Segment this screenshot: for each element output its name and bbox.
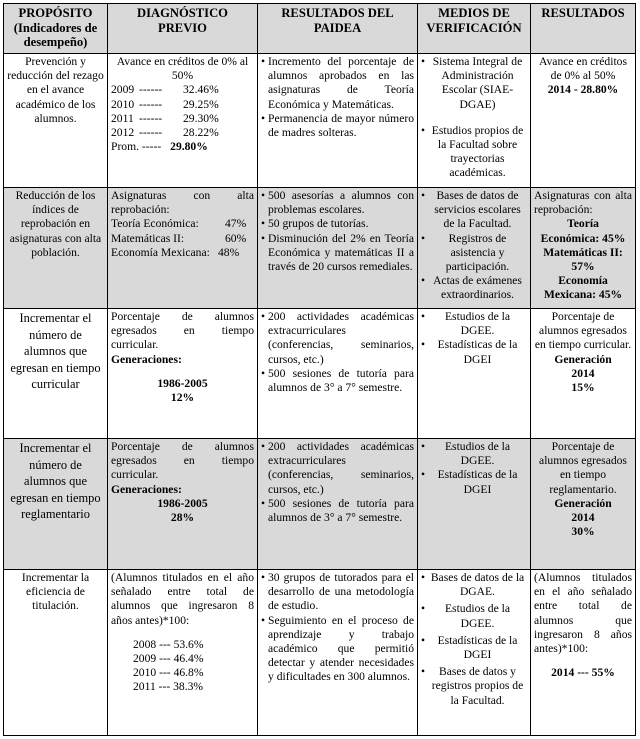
header-resultados: RESULTADOS — [531, 4, 636, 54]
list-item: • Estadísticas de la DGEI — [421, 468, 527, 496]
diagnostico-cell — [108, 439, 258, 570]
list-item: • 200 actividades académicas extracurriculares (conferencias, seminarios, cursos, etc.) — [261, 440, 414, 497]
medios-cell — [418, 570, 531, 736]
list-item: • Estudios propios de la Facultad sobre trayectorias académicas. — [421, 124, 527, 181]
table-row — [4, 54, 636, 188]
diag-pct: 28% — [170, 511, 195, 525]
header-medios: MEDIOS DE VERIFICACIÓN — [418, 4, 531, 54]
resultados-cell — [531, 570, 636, 736]
list-item: • 500 sesiones de tutoría para alumnos de 3° a 7° semestre. — [261, 367, 414, 395]
diagnostico-cell — [108, 54, 258, 188]
list-item: • Estudios de la DGEE. — [421, 310, 527, 338]
diag-line: 2010 --- 46.8% — [133, 666, 204, 680]
list-item: • Incremento del porcentaje de alumnos aprobados en las asignaturas de Teoría Económica y Matemáticas. — [261, 55, 414, 112]
resultados-value: 2014 — [571, 366, 595, 380]
resultados-cell — [531, 188, 636, 309]
list-item: • Disminución del 2% en Teoría Económica y matemáticas II a través de 20 cursos remediales. — [261, 232, 414, 275]
header-diagnostico: DIAGNÓSTICO PREVIO — [108, 4, 258, 54]
medios-cell — [418, 439, 531, 570]
header-proposito: PROPÓSITO (Indicadores de desempeño) — [4, 4, 108, 54]
diag-range: 1986-2005 — [157, 376, 208, 390]
resultados-paidea-cell — [258, 54, 418, 188]
diag-intro: Porcentaje de alumnos egresados en tiempo curricular. — [111, 310, 254, 352]
diag-generaciones: Generaciones: — [111, 482, 182, 496]
table-row — [4, 439, 636, 570]
list-item: • Registros de asistencia y participación. — [421, 232, 527, 275]
list-item: • 30 grupos de tutorados para el desarrollo de una metodología de estudio. — [261, 571, 414, 614]
list-item: • 500 sesiones de tutoría para alumnos de 3° a 7° semestre. — [261, 497, 414, 525]
resultados-value: Economía — [558, 274, 608, 288]
table-row — [4, 188, 636, 309]
header-resultados-paidea: RESULTADOS DEL PAIDEA — [258, 4, 418, 54]
list-item: • Estudios de la DGEE. — [421, 440, 527, 468]
diag-intro: Avance en créditos de 0% al 50% — [116, 55, 249, 83]
diag-line: 2012 ------ 28.22% — [111, 126, 219, 140]
diag-intro: (Alumnos titulados en el año señalado entre total de alumnos que ingresaron 8 años antes)*100: — [111, 571, 254, 627]
resultados-value: 15% — [571, 381, 595, 395]
resultados-value: Generación — [554, 496, 612, 510]
resultados-value: Mexicana: 45% — [543, 288, 623, 302]
list-item: • Seguimiento en el proceso de aprendizaje y trabajo académico que permitió detectar y atender necesidades y dificultades en 300 alumnos. — [261, 614, 414, 685]
medios-cell — [418, 54, 531, 188]
list-item: • Estudios de la DGEE. — [421, 602, 527, 630]
resultados-text: Avance en créditos de 0% al 50% — [539, 55, 627, 83]
resultados-paidea-cell — [258, 188, 418, 309]
diag-pct: 12% — [170, 391, 195, 405]
resultados-cell — [531, 54, 636, 188]
diagnostico-cell — [108, 570, 258, 736]
list-item: • 200 actividades académicas extracurriculares (conferencias, seminarios, cursos, etc.) — [261, 310, 414, 367]
resultados-value: 2014 --- 55% — [551, 666, 615, 680]
diagnostico-cell — [108, 188, 258, 309]
diag-line: 2009 --- 46.4% — [133, 652, 204, 666]
resultados-paidea-cell — [258, 570, 418, 736]
diag-intro: Porcentaje de alumnos egresados en tiempo curricular. — [111, 440, 254, 482]
resultados-cell — [531, 309, 636, 439]
diag-prom: Prom. ----- 29.80% — [111, 140, 208, 154]
proposito-cell: Prevención y reducción del rezago en el avance académico de los alumnos. — [4, 54, 108, 188]
results-table — [3, 3, 636, 736]
list-item: • Permanencia de mayor número de madres solteras. — [261, 112, 414, 140]
table-row — [4, 309, 636, 439]
resultados-text: Porcentaje de alumnos egresados en tiempo curricular. — [534, 310, 632, 352]
list-item: • 500 asesorías a alumnos con problemas escolares. — [261, 189, 414, 217]
diag-line: Economía Mexicana: 48% — [111, 245, 240, 259]
diag-line: 2011 --- 38.3% — [133, 680, 204, 694]
proposito-cell: Incrementar el número de alumnos que egresan en tiempo reglamentario — [4, 439, 108, 570]
diag-line: 2009 ------ 32.46% — [111, 83, 219, 97]
table-row — [4, 570, 636, 736]
diag-line: 2011 ------ 29.30% — [111, 111, 219, 125]
resultados-value: Económica: 45% — [540, 231, 626, 245]
diagnostico-cell — [108, 309, 258, 439]
proposito-cell: Incrementar el número de alumnos que egresan en tiempo curricular — [4, 309, 108, 439]
resultados-text: Asignaturas con alta reprobación: — [534, 189, 632, 217]
list-item: • Bases de datos de la DGAE. — [421, 571, 527, 599]
resultados-value: 2014 — [571, 511, 595, 525]
list-item: • Actas de exámenes extraordinarios. — [421, 274, 527, 302]
diag-line: Teoría Económica: 47% — [111, 217, 247, 231]
resultados-cell — [531, 439, 636, 570]
diag-generaciones: Generaciones: — [111, 352, 182, 366]
medios-cell — [418, 309, 531, 439]
resultados-value: Matemáticas II: 57% — [543, 245, 623, 274]
resultados-paidea-cell — [258, 439, 418, 570]
list-item: • Estadísticas de la DGEI — [421, 634, 527, 662]
resultados-paidea-cell — [258, 309, 418, 439]
diag-intro: Asignaturas con alta reprobación: — [111, 189, 254, 217]
list-item: • Bases de datos y registros propios de la Facultad. — [421, 665, 527, 708]
resultados-value: Generación — [554, 352, 612, 366]
proposito-cell: Incrementar la eficiencia de titulación. — [4, 570, 108, 736]
proposito-cell: Reducción de los índices de reprobación en asignaturas con alta población. — [4, 188, 108, 309]
resultados-value: 30% — [571, 525, 595, 539]
resultados-value: Teoría — [567, 217, 599, 231]
diag-line: 2010 ------ 29.25% — [111, 97, 219, 111]
list-item: • Estadísticas de la DGEI — [421, 338, 527, 366]
list-item: • Bases de datos de servicios escolares de la Facultad. — [421, 189, 527, 232]
medios-cell — [418, 188, 531, 309]
resultados-text: Porcentaje de alumnos egresados en tiempo reglamentario. — [539, 440, 627, 496]
diag-range: 1986-2005 — [157, 496, 208, 510]
header-row — [4, 4, 636, 54]
diag-line: Matemáticas II: 60% — [111, 231, 247, 245]
list-item: • 50 grupos de tutorías. — [261, 217, 414, 231]
list-item: • Sistema Integral de Administración Escolar (SIAE-DGAE) — [421, 55, 527, 112]
resultados-text: (Alumnos titulados en el año señalado entre total de alumnos que ingresaron 8 años antes)*100: — [534, 571, 632, 656]
diag-line: 2008 --- 53.6% — [133, 637, 204, 651]
resultados-value: 2014 - 28.80% — [547, 83, 619, 97]
